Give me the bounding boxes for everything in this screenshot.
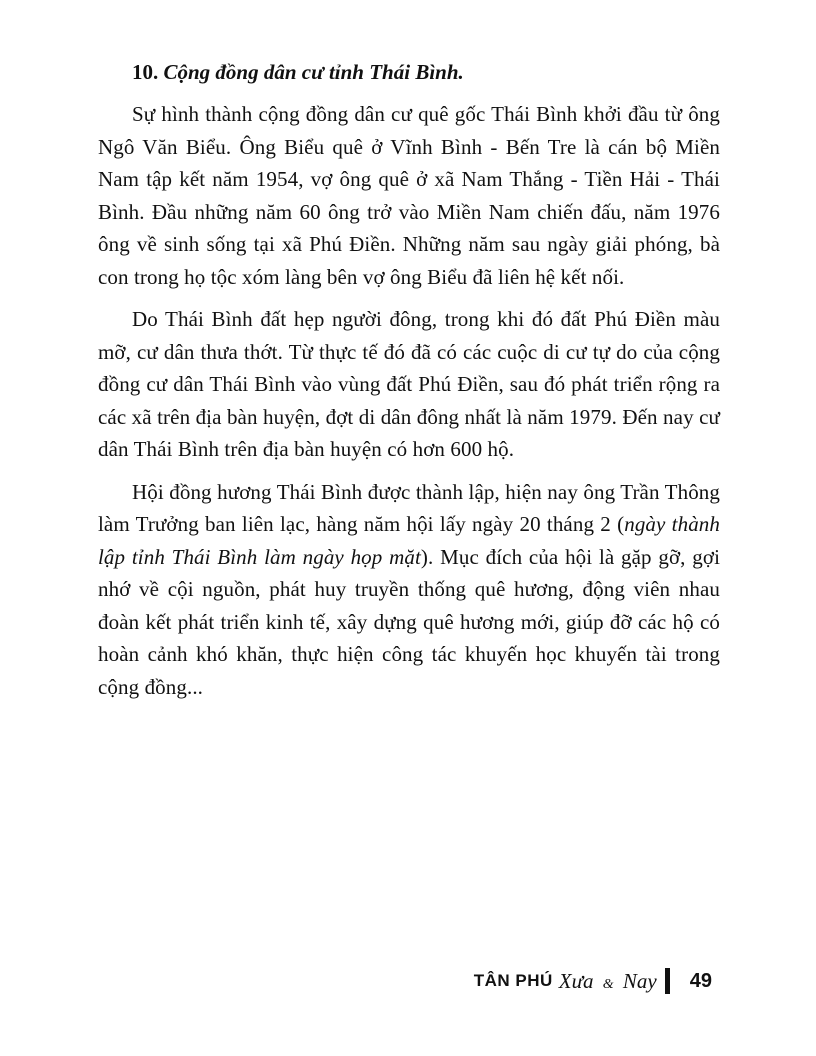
paragraph-3 [98, 476, 720, 704]
footer-subtitle-a: Xưa [558, 968, 594, 993]
footer-brand: TÂN PHÚ [473, 971, 553, 990]
paragraph-2: Do Thái Bình đất hẹp người đông, trong khi đó đất Phú Điền màu mỡ, cư dân thưa thớt. Từ thực tế đó đã có các cuộc di cư tự do của cộng đồng cư dân Thái Bình vào vùng đất Phú Điền, sau đó phát triển rộng ra các xã trên địa bàn huyện, đợt di dân đông nhất là năm 1979. Đến nay cư dân Thái Bình trên địa bàn huyện có hơn 600 hộ. [98, 307, 720, 461]
page-number: 49 [689, 969, 712, 992]
paragraph-1: Sự hình thành cộng đồng dân cư quê gốc Thái Bình khởi đầu từ ông Ngô Văn Biểu. Ông Biểu quê ở Vĩnh Bình - Bến Tre là cán bộ Miền Nam tập kết năm 1954, vợ ông quê ở xã Nam Thắng - Tiền Hải - Thái Bình. Đầu những năm 60 ông trở vào Miền Nam chiến đấu, năm 1976 ông về sinh sống tại xã Phú Điền. Những năm sau ngày giải phóng, bà con trong họ tộc xóm làng bên vợ ông Biểu đã liên hệ kết nối. [98, 102, 720, 289]
paragraph-3-end: ). Mục đích của hội là gặp gỡ, gợi nhớ về cội nguồn, phát huy truyền thống quê hương, động viên nhau đoàn kết phát triển kinh tế, xây dựng quê hương mới, giúp đỡ các hộ có hoàn cảnh khó khăn, thực hiện công tác khuyến học khuyến tài trong cộng đồng... [98, 544, 721, 699]
footer-subtitle-b: Nay [622, 968, 657, 993]
page-footer [474, 963, 712, 999]
section-number: 10. [132, 60, 159, 84]
paragraph-3-italic: ngày thành lập tỉnh Thái Bình làm ngày họp mặt [98, 512, 721, 569]
paragraph-3-start: Hội đồng hương Thái Bình được thành lập, hiện nay ông Trần Thông làm Trưởng ban liên lạc, hàng năm hội lấy ngày 20 tháng 2 ( [98, 479, 720, 536]
page-content [98, 56, 720, 713]
footer-subtitle [559, 969, 657, 994]
footer-ampersand: & [602, 976, 614, 992]
section-title: Cộng đồng dân cư tỉnh Thái Bình. [163, 60, 464, 84]
section-heading [98, 56, 720, 88]
footer-divider [665, 968, 670, 994]
